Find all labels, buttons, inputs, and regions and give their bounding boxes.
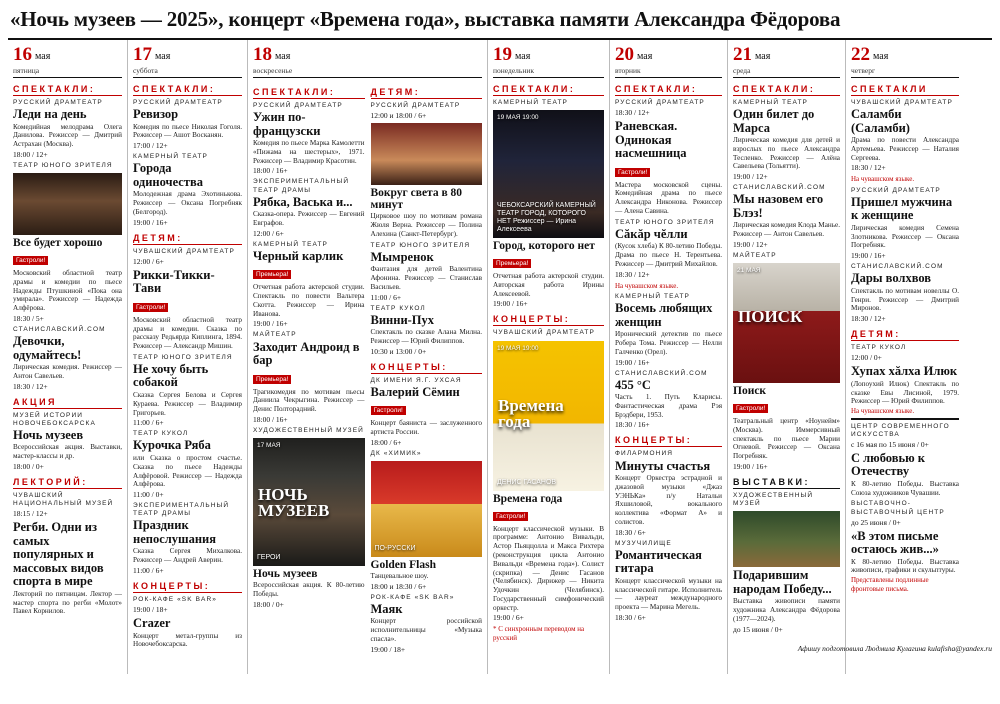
day-weekday: понедельник (493, 65, 534, 75)
venue: ХУДОЖЕСТВЕННЫЙ МУЗЕЙ (253, 426, 364, 434)
day-column-19 (488, 40, 610, 674)
event-title: Дары волхвов (851, 271, 932, 286)
event-title: Валерий Сёмин (370, 384, 460, 399)
section-kids: ДЕТЯМ: (851, 327, 959, 341)
event-title: Винни-Пух (370, 312, 435, 327)
guest-badge: Гастроли! (133, 303, 168, 312)
event-time: 19:00 / 16+ (851, 251, 886, 261)
venue: КАМЕРНЫЙ ТЕАТР (253, 240, 328, 248)
day-header (733, 44, 840, 78)
event-title: Минуты счастья (615, 458, 711, 473)
day-column-16 (8, 40, 128, 674)
divider (851, 418, 959, 420)
event-desc: Трагикомедия по мотивам пьесы Даниила Чекрыгина. Режиссер — Денис Полторадний. (253, 387, 365, 414)
venue: СТАНИСЛАВСКИЙ.COM (733, 184, 826, 192)
event-title: Города одиночества (133, 161, 203, 189)
event-time: 19:00 / 12+ (733, 172, 768, 182)
event-time: 18:30 / 6+ (615, 527, 646, 537)
venue: ДК ИМЕНИ Я.Г. УХСАЯ (370, 376, 462, 384)
day-month: мая (873, 50, 889, 62)
event-desc: Сказка-опера. Режиссер — Евгений Евграфов. (253, 210, 365, 227)
section-concerts: КОНЦЕРТЫ: (493, 312, 604, 326)
event-note: Представлены подлинные фронтовые письма. (851, 576, 929, 593)
event-time: до 25 июня / 0+ (851, 517, 901, 527)
event-desc: Комедийная мелодрама Олега Данилова. Режиссер — Дмитрий Астрахан (Москва). (13, 122, 122, 149)
poster-title: НОЧЬ МУЗЕЕВ (258, 484, 330, 520)
event-title: Все будет хорошо (13, 237, 103, 250)
day-number: 22 (851, 43, 870, 65)
event-time: 18:30 / 5+ (13, 314, 44, 323)
day-month: мая (637, 50, 653, 62)
event-desc: К 80-летию Победы. Выставка живописи, графики и скульптуры. (851, 557, 959, 575)
guest-badge: Гастроли! (371, 406, 406, 415)
section-concerts: КОНЦЕРТЫ: (615, 433, 722, 447)
event-title: Мы назовем его Блэз! (733, 192, 824, 220)
poster-subtitle: ПО-РУССКИ (374, 544, 416, 552)
event-time: 11:00 / 0+ (133, 490, 164, 500)
section-exhibitions: ВЫСТАВКИ: (733, 475, 840, 489)
day-weekday: суббота (133, 65, 158, 75)
day-18-left (253, 81, 365, 657)
event-time: 18:00 / 6+ (370, 437, 402, 447)
event-desc: Спектакль по мотивам новеллы О. Генри. Режиссер — Дмитрий Миронов. (851, 286, 959, 313)
day-month: мая (515, 50, 531, 62)
event-title: Времена года (493, 492, 563, 505)
event-title: Мымренок (370, 249, 434, 264)
event-time: 12:00 / 0+ (851, 353, 882, 363)
day-number: 19 (493, 43, 512, 65)
venue: СТАНИСЛАВСКИЙ.COM (615, 369, 708, 377)
event-desc: Лирическая комедия Клода Манье. Режиссер — Антон Савельев. (733, 221, 840, 239)
poster-date: 19 МАЯ 19:00 (497, 344, 539, 352)
premiere-badge: Премьера! (253, 270, 291, 279)
event-desc: (Лопоухий Илюк) Спектакль по сказке Евы Лисиной, 1979. Режиссер — Юрий Филиппов. (851, 379, 959, 406)
event-time: 18:00 / 16+ (253, 166, 288, 176)
event-time: 18:30 / 16+ (615, 420, 650, 430)
section-concerts: КОНЦЕРТЫ: (133, 579, 242, 593)
section-kids: ДЕТЯМ: (371, 85, 483, 99)
event-time: 18:00 / 0+ (13, 462, 44, 471)
event-desc: Отчетная работа актерской студии. Спектакль по повести Вальтера Скотта. Режиссер — Ирина Иванова. (253, 283, 365, 318)
event-title: Город, которого нет (493, 240, 595, 253)
day-column-22 (846, 40, 964, 674)
event-title: Рябка, Васька и... (253, 194, 353, 209)
event-title: Курочка Ряба (133, 438, 211, 453)
day-header (13, 44, 122, 78)
event-desc: Комедия по пьесе Марка Камолетти «Пижама на шестерых», 1971. Режиссер — Владимир Красотин. (253, 139, 365, 165)
section-action: АКЦИЯ (13, 395, 122, 409)
event-time: 11:00 / 6+ (133, 565, 164, 575)
event-title: 455 °С (615, 377, 651, 392)
day-column-18 (248, 40, 488, 674)
venue: РУССКИЙ ДРАМТЕАТР (851, 186, 941, 194)
event-desc: Концерт классической музыки. В программе: Антонио Вивальди, Астор Пьяццолла и Макса Рихтера (реконструкция цикла Антонио Вивальди «Времена года»). Солист (скрипка) — Денис Гасанов (Челябинск). Дирижер — Никита Удочкин (Челябинск). Государственный симфонический оркестр. (493, 524, 604, 612)
guest-badge: Гастроли! (13, 256, 48, 265)
event-title: Поиск (733, 385, 767, 397)
venue: РОК-КАФЕ «SK BAR» (370, 593, 455, 601)
night-of-museums-poster (253, 438, 365, 566)
event-desc: Сказка Сергея Михалкова. Режиссер — Андрей Аверин. (133, 547, 242, 565)
event-desc: Часть 1. Путь Кларисы. Фантастическая драма Рэя Брэдбери, 1953. (615, 393, 722, 419)
event-time: 10:30 и 13:00 / 0+ (370, 346, 427, 356)
event-time: 19:00 / 16+ (733, 461, 768, 471)
venue: ТЕАТР КУКОЛ (370, 304, 426, 312)
event-desc: Лирическая комедия Семена Злотникова. Режиссер — Оксана Погребняк. (851, 223, 959, 250)
venue: РОК-КАФЕ «SK BAR» (133, 595, 217, 603)
day-header (493, 44, 604, 78)
event-title: Романтическая гитара (615, 547, 702, 576)
event-desc: Отчетная работа актерской студии. Авторская работа Ирины Алексеевой. (493, 272, 604, 298)
section-concerts: КОНЦЕРТЫ: (371, 360, 483, 374)
event-title: Праздник непослушания (133, 518, 216, 546)
event-desc: Концерт метал-группы из Новочебоксарска. (133, 631, 242, 649)
day-column-17 (128, 40, 248, 674)
section-spectacles: СПЕКТАКЛИ: (133, 82, 242, 96)
event-time: 18:30 / 12+ (851, 314, 886, 324)
day-header (253, 44, 482, 78)
venue: ХУДОЖЕСТВЕННЫЙ МУЗЕЙ (733, 491, 814, 508)
credit-line: Афишу подготовила Людмила Кулагина kulafisha@yandex.ru (797, 644, 992, 653)
event-note: На чувашском языке. (851, 407, 915, 416)
poster-date: 19 МАЯ 19:00 (497, 114, 539, 122)
event-desc: (Кусок хлеба) К 80-летию Победы. Драма по пьесе Н. Терентьева. Режиссер — Дмитрий Михайлов. (615, 242, 722, 268)
event-title: Саламби (Саламби) (851, 107, 910, 135)
event-time: 19:00 / 18+ (133, 605, 168, 614)
day-number: 18 (253, 43, 272, 65)
event-photo (371, 123, 483, 185)
day-number: 16 (13, 43, 32, 65)
premiere-badge: Премьера! (253, 375, 291, 384)
day-header (851, 44, 959, 78)
event-time: 12:00 и 18:00 / 6+ (370, 111, 427, 121)
poster-title: Времена года (498, 395, 564, 431)
day-18-subcolumns (253, 81, 482, 657)
event-title: Восемь любящих женщин (615, 301, 713, 329)
event-desc: Мастера московской сцены. Комедийная драма по пьесе Александра Никонова. Режиссер — Алена Савина. (615, 180, 722, 215)
guest-badge: Гастроли! (615, 168, 650, 177)
event-time: 19:00 / 16+ (493, 299, 528, 309)
day-weekday: среда (733, 65, 751, 75)
event-time: 19:00 / 16+ (615, 357, 650, 367)
day-number: 21 (733, 43, 752, 65)
venue: РУССКИЙ ДРАМТЕАТР (133, 98, 223, 106)
day-month: мая (275, 50, 291, 62)
search-play-poster (733, 263, 840, 383)
event-title: Crazer (133, 616, 171, 630)
event-time: 18:15 / 12+ (13, 509, 48, 519)
day-column-20 (610, 40, 728, 674)
section-lectures: ЛЕКТОРИЙ: (13, 475, 122, 489)
poster-date: 21 МАЯ (737, 267, 761, 274)
day-weekday: вторник (615, 65, 641, 75)
venue: ЧУВАШСКИЙ ДРАМТЕАТР (851, 98, 953, 106)
event-title: Хупах хăлха Илюк (851, 364, 958, 379)
event-time: 11:00 / 6+ (370, 292, 402, 302)
event-time: 19:00 / 18+ (370, 644, 406, 654)
event-title: Сăкăр чĕлли (615, 226, 688, 241)
event-title: Ночь музеев (13, 427, 84, 442)
day-month: мая (35, 50, 51, 62)
city-play-poster (493, 110, 604, 238)
section-spectacles: СПЕКТАКЛИ: (253, 85, 365, 99)
day-header (615, 44, 722, 78)
venue: ЦЕНТР СОВРЕМЕННОГО ИСКУССТВА (851, 422, 950, 438)
event-desc: К 80-летию Победы. Выставка Союза художников Чувашии. (851, 479, 959, 497)
event-desc: Лекторий по пятницам. Лектор — мастер спорта по регби «Молот» Павел Корнилов. (13, 589, 122, 616)
event-title: Заходит Андроид в бар (253, 339, 360, 368)
venue: КАМЕРНЫЙ ТЕАТР (733, 98, 808, 106)
exhibition-photo (733, 511, 840, 567)
event-desc: Комедия по пьесе Николая Гоголя. Режиссер — Ашот Восканян. (133, 122, 242, 140)
venue: МУЗЕЙ ИСТОРИИ НОВОЧЕБОКСАРСКА (13, 411, 96, 427)
event-desc: или Сказка о простом счастье. Сказка по пьесе Надежды Алфёровой. Режиссер — Надежда Алфёрова. (133, 453, 242, 489)
event-desc: Московский областной театр драмы и комедии по пьесе Надежды Птушкиной «Пока она умирала». Режиссер — Надежда Алфёрова. (13, 269, 122, 313)
event-note: На чувашском языке. (851, 175, 915, 184)
day-header (133, 44, 242, 78)
event-title: Один билет до Марса (733, 107, 815, 135)
venue: РУССКИЙ ДРАМТЕАТР (370, 101, 461, 109)
event-title: Девочки, одумайтесь! (13, 334, 82, 362)
event-title: Не хочу быть собакой (133, 361, 209, 390)
event-time: 17:00 / 12+ (133, 141, 168, 151)
event-time: 18:30 / 6+ (615, 613, 646, 623)
venue: ЧУВАШСКИЙ ДРАМТЕАТР (493, 329, 595, 337)
event-desc: Всероссийская акция. К 80-летию Победы. (253, 581, 365, 598)
event-title: Подарившим народам Победу... (733, 568, 832, 596)
event-title: Ночь музеев (253, 568, 318, 581)
event-desc: Всероссийская акция. Выставки, мастер-классы и др. (13, 443, 122, 461)
poster-date: 17 МАЯ (257, 442, 281, 450)
venue: ТЕАТР ЮНОГО ЗРИТЕЛЯ (615, 218, 715, 226)
day-18-right (371, 81, 483, 657)
day-number: 17 (133, 43, 152, 65)
venue: ЭКСПЕРИМЕНТАЛЬНЫЙ ТЕАТР ДРАМЫ (133, 502, 230, 518)
venue: МАЙТЕАТР (733, 251, 777, 259)
event-title: Ревизор (133, 107, 179, 122)
venue: ДК «ХИМИК» (370, 449, 422, 457)
event-desc: Спектакль по сказке Алана Милна. Режиссер — Юрий Филиппов. (370, 328, 482, 345)
event-note: На чувашском языке. (615, 281, 679, 290)
event-desc: Концерт Оркестра эстрадной и джазовой музыки «Джаз УЭНЬКа» п/у Натальи Яхшиловой, вокального коллектива «Формат А» и солистов. (615, 474, 722, 527)
event-desc: Фантазия для детей Валентина Афонина. Режиссер — Станислав Васильев. (370, 265, 482, 291)
event-title: Пришел мужчина к женщине (851, 194, 953, 223)
venue: ВЫСТАВОЧНО-ВЫСТАВОЧНЫЙ ЦЕНТР (851, 500, 945, 516)
day-month: мая (755, 50, 771, 62)
premiere-badge: Премьера! (493, 259, 531, 268)
event-title: Golden Flash (370, 559, 437, 571)
event-note: * С синхронным переводом на русский (493, 625, 585, 642)
event-time: с 16 мая по 15 июня / 0+ (851, 439, 929, 449)
poster-performer: ДЕНИС ГАСАНОВ (497, 478, 557, 486)
event-time: 19:00 / 16+ (253, 319, 288, 329)
section-spectacles: СПЕКТАКЛИ: (733, 82, 840, 96)
event-time: 18:00 / 16+ (253, 414, 288, 424)
venue: ТЕАТР ЮНОГО ЗРИТЕЛЯ (370, 241, 471, 249)
guest-badge: Гастроли! (493, 512, 528, 521)
event-time: 12:00 / 6+ (253, 228, 284, 238)
event-title: Раневская. Одинокая насмешница (615, 119, 687, 161)
event-desc: Московский областной театр драмы и комедии. Сказка по рассказу Редьярда Киплинга, 1894. Режиссер — Александр Мишин. (133, 315, 242, 351)
event-desc: Танцевальное шоу. (370, 572, 429, 581)
day-month: мая (155, 50, 171, 62)
poster-subtitle: ЧЕБОКСАРСКИЙ КАМЕРНЫЙ ТЕАТР ГОРОД, КОТОРОГО НЕТ Режиссер — Ирина Алексеева (497, 201, 596, 234)
venue: МАЙТЕАТР (253, 331, 297, 339)
event-title: «В этом письме остаюсь жив...» (851, 528, 939, 557)
venue: РУССКИЙ ДРАМТЕАТР (13, 98, 103, 106)
event-time: 19:00 / 16+ (133, 217, 168, 227)
event-desc: Театральный центр «Ноунейм» (Москва). Иммерсивный спектакль по пьесе Марии Огневой. Режиссер — Оксана Погребняк. (733, 417, 840, 461)
venue: РУССКИЙ ДРАМТЕАТР (615, 98, 705, 106)
event-title: С любовью к Отечеству (851, 450, 925, 479)
venue: ТЕАТР ЮНОГО ЗРИТЕЛЯ (13, 161, 113, 169)
event-desc: Цирковое шоу по мотивам романа Жюля Верна. Режиссер — Полина Алехина (Санкт-Петербург). (370, 212, 482, 238)
venue: СТАНИСЛАВСКИЙ.COM (851, 263, 944, 271)
day-column-21 (728, 40, 846, 674)
day-weekday: четверг (851, 65, 876, 75)
event-title: Черный карлик (253, 248, 344, 263)
venue: КАМЕРНЫЙ ТЕАТР (133, 153, 208, 161)
venue: РУССКИЙ ДРАМТЕАТР (253, 101, 343, 109)
event-desc: Лирическая комедия. Режиссер — Антон Савельев. (13, 363, 122, 380)
event-title: Маяк (370, 601, 403, 616)
event-desc: Драма по повести Александра Артемьева. Режиссер — Наталия Сергеева. (851, 136, 959, 162)
day-weekday: воскресенье (253, 65, 293, 75)
venue: МУЗУЧИЛИЩЕ (615, 539, 672, 547)
section-spectacles: СПЕКТАКЛИ (851, 82, 959, 96)
event-time: до 15 июня / 0+ (733, 624, 783, 634)
event-desc: Концерт классической музыки на классической гитаре. Исполнитель — лауреат международного проекта — Марина Мегель. (615, 576, 722, 612)
event-time: 18:30 / 12+ (615, 108, 650, 118)
venue: КАМЕРНЫЙ ТЕАТР (493, 98, 568, 106)
event-photo (13, 173, 122, 235)
event-title: Рикки-Тикки-Тави (133, 267, 215, 296)
event-time: 19:00 / 6+ (493, 613, 524, 623)
event-time: 18:00 / 12+ (13, 149, 48, 159)
event-desc: Иронический детектив по пьесе Робера Тома. Режиссер — Нелли Галченко (Орел). (615, 330, 722, 356)
event-desc: Сказка Сергея Белова и Сергея Кураева. Режиссер — Владимир Григорьев. (133, 390, 242, 417)
venue: ЧУВАШСКИЙ НАЦИОНАЛЬНЫЙ МУЗЕЙ (13, 492, 114, 508)
day-weekday: пятница (13, 65, 40, 75)
event-time: 18:00 / 0+ (253, 599, 284, 609)
event-time: 11:00 / 6+ (133, 418, 164, 428)
event-time: 18:00 и 18:30 / 6+ (370, 581, 427, 591)
poster-subtitle: ГЕРОИ (257, 554, 281, 562)
section-spectacles: СПЕКТАКЛИ: (493, 82, 604, 96)
event-title: Регби. Одни из самых популярных и массовых видов спорта в мире (13, 520, 104, 589)
event-title: Ужин по-французски (253, 110, 321, 138)
event-time: 18:30 / 12+ (615, 269, 650, 279)
event-title: Леди на день (13, 107, 87, 122)
venue: ЭКСПЕРИМЕНТАЛЬНЫЙ ТЕАТР ДРАМЫ (253, 178, 350, 194)
poster-title: ПОИСК (738, 306, 803, 326)
event-time: 12:00 / 6+ (133, 256, 164, 266)
event-desc: Концерт российской исполнительницы «Музыка спасла». (370, 617, 482, 644)
section-kids: ДЕТЯМ: (133, 231, 242, 245)
event-desc: Молодежная драма Эхотинькова. Режиссер — Оксана Погребняк (Белгород). (133, 190, 242, 216)
dance-show-poster (371, 461, 483, 557)
venue: ФИЛАРМОНИЯ (615, 450, 674, 458)
section-spectacles: СПЕКТАКЛИ: (13, 82, 122, 96)
day-number: 20 (615, 43, 634, 65)
section-spectacles: СПЕКТАКЛИ: (615, 82, 722, 96)
venue: СТАНИСЛАВСКИЙ.COM (13, 326, 106, 333)
page-headline: «Ночь музеев — 2025», концерт «Времена года», выставка памяти Александра Фёдорова (10, 7, 841, 31)
event-desc: Выставка живописи памяти художника Александра Фёдорова (1977—2024). (733, 597, 840, 623)
venue: ЧУВАШСКИЙ ДРАМТЕАТР (133, 247, 235, 255)
event-title: Вокруг света в 80 минут (370, 187, 463, 212)
day-columns (0, 40, 1000, 674)
seasons-concert-poster (493, 341, 604, 491)
page-footer (8, 644, 992, 700)
event-desc: Лирическая комедия для детей и взрослых по пьесе Александра Тесленко. Режиссер — Алёна Савельева (Тольятти). (733, 136, 840, 171)
venue: ТЕАТР КУКОЛ (133, 430, 189, 438)
venue: КАМЕРНЫЙ ТЕАТР (615, 293, 690, 301)
event-desc: Концерт баяниста — заслуженного артиста России. (370, 419, 482, 437)
event-time: 19:00 / 12+ (733, 239, 768, 249)
event-time: 18:30 / 12+ (851, 163, 886, 173)
venue: ТЕАТР ЮНОГО ЗРИТЕЛЯ (133, 353, 233, 361)
event-time: 18:30 / 12+ (13, 381, 48, 391)
venue: ТЕАТР КУКОЛ (851, 344, 907, 352)
guest-badge: Гастроли! (733, 404, 768, 413)
